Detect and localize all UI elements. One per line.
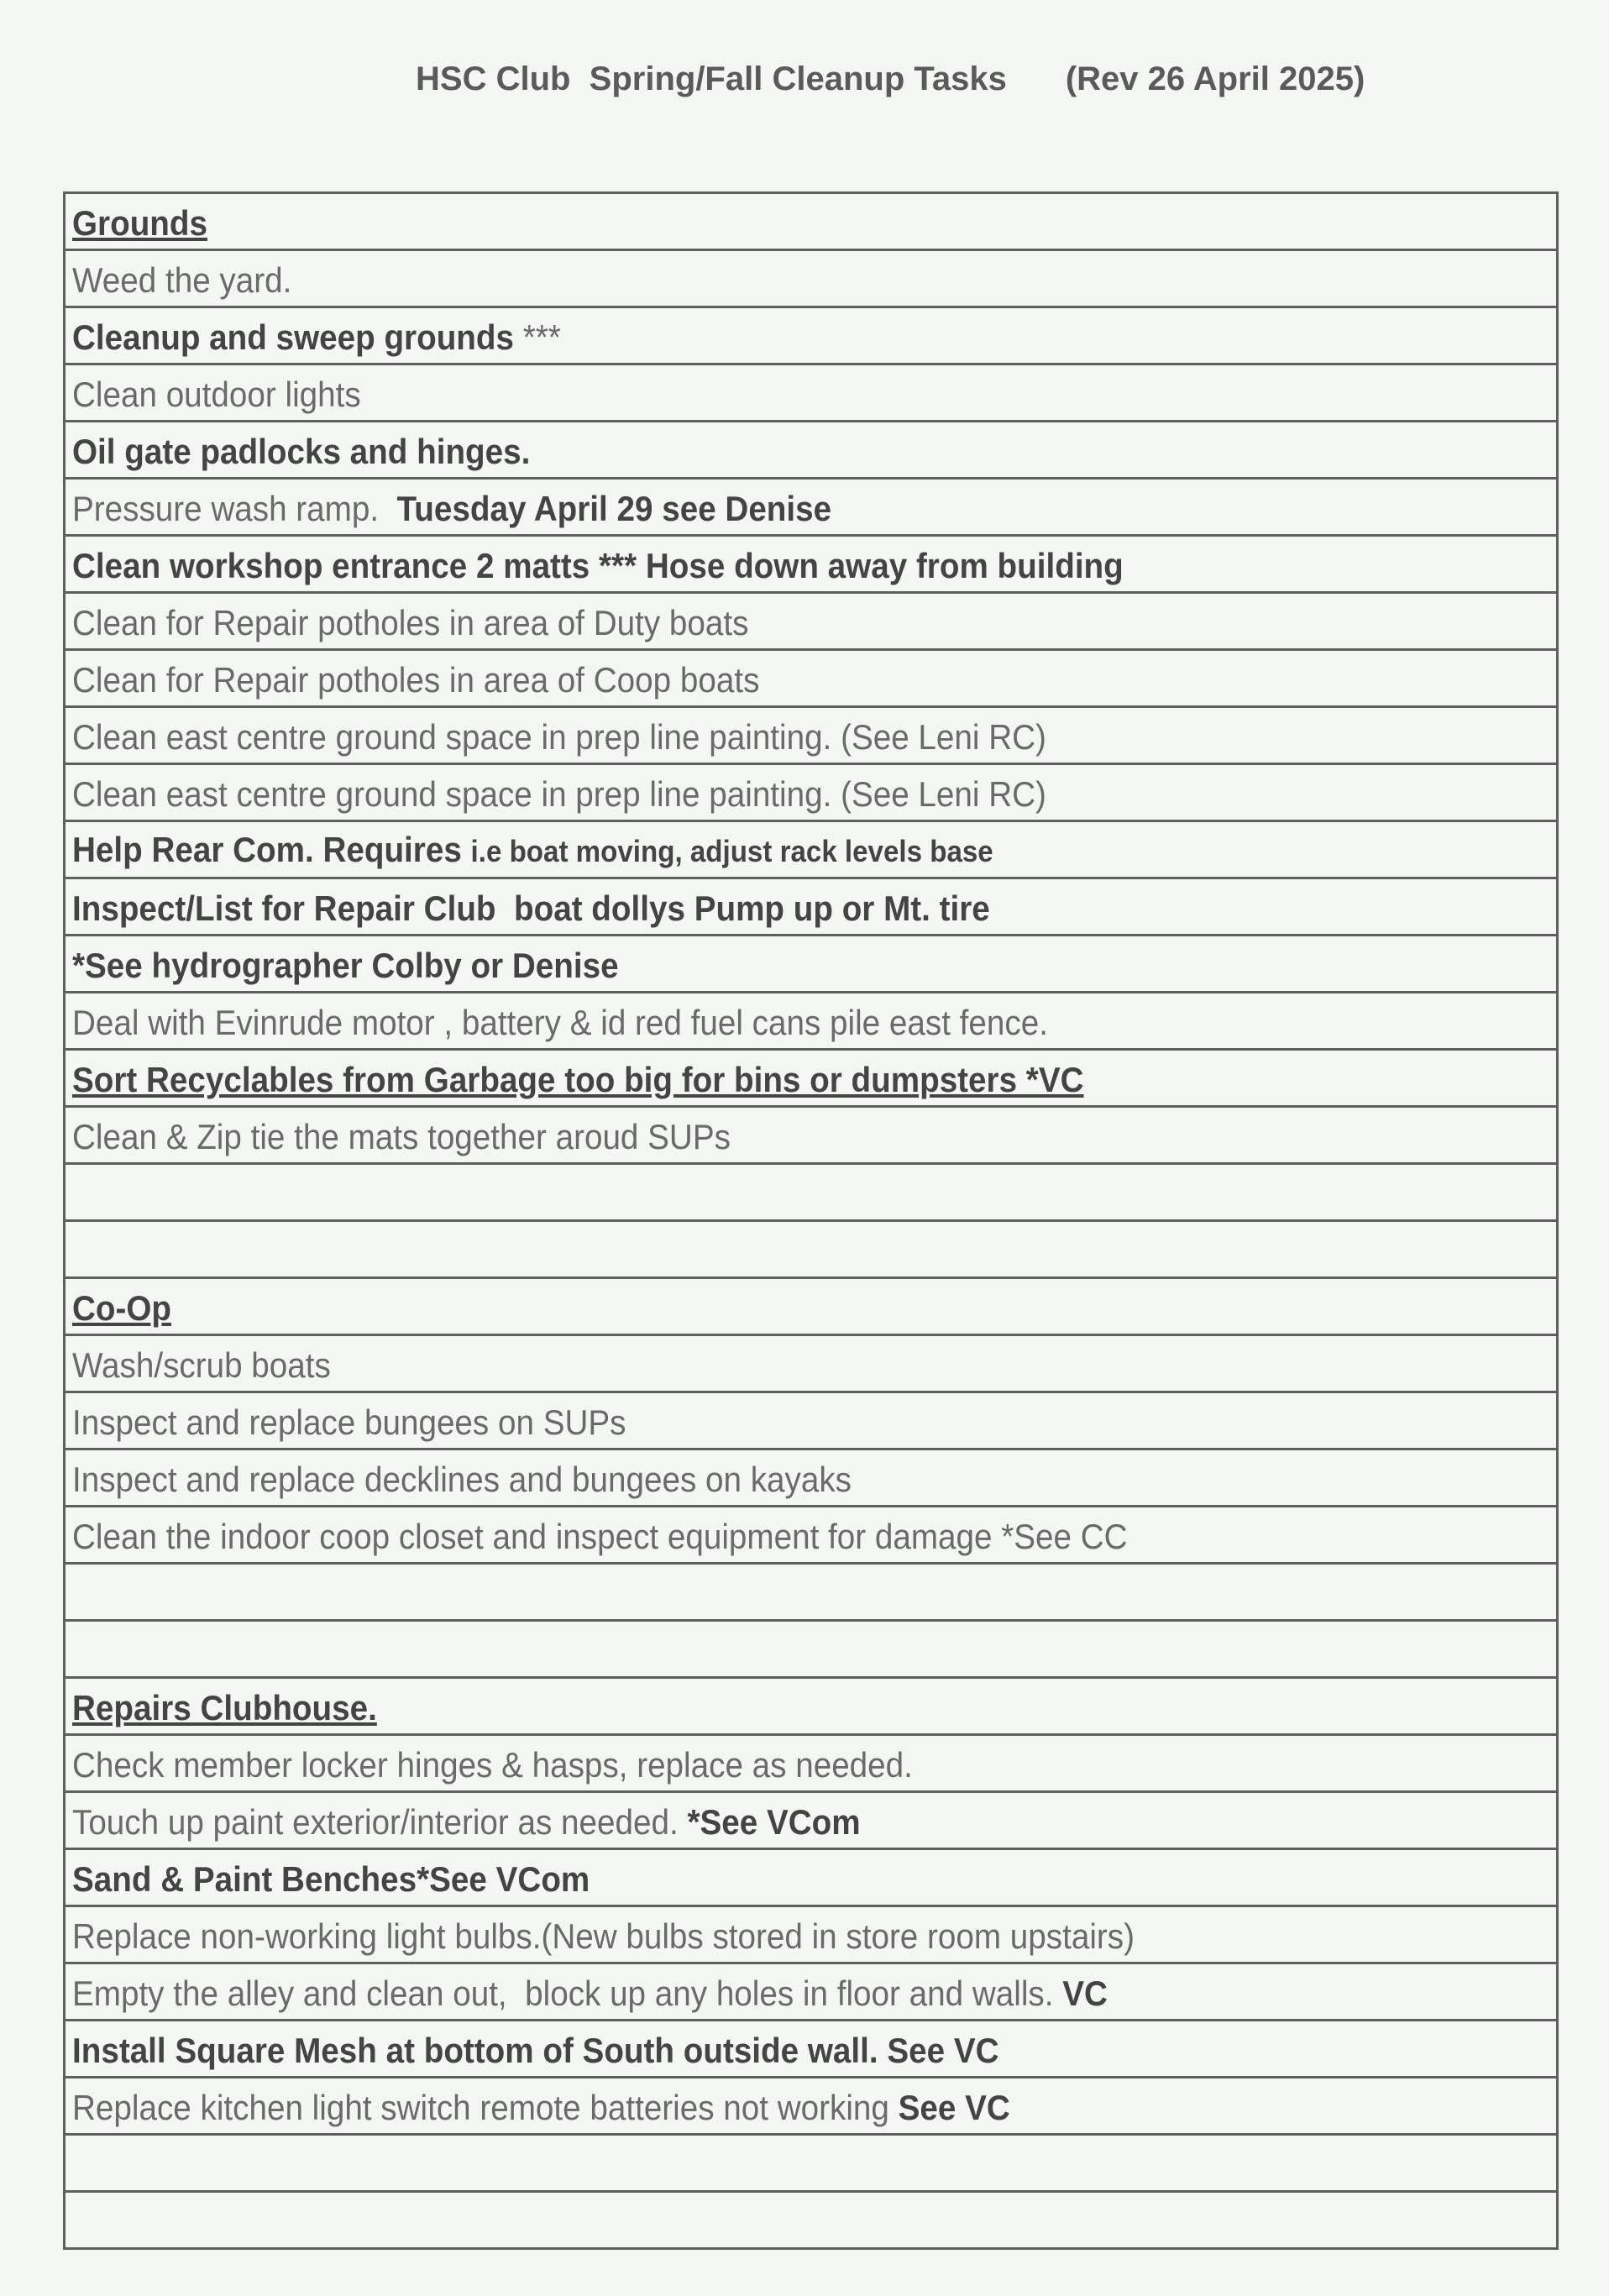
task-row <box>66 249 1556 306</box>
task-text <box>72 658 759 705</box>
task-text <box>72 259 291 306</box>
task-row <box>66 820 1556 877</box>
task-row <box>66 1905 1556 1962</box>
task-text-part: Clean east centre ground space in prep line painting. (See Leni RC) <box>72 774 1046 814</box>
task-row <box>66 477 1556 534</box>
task-text <box>72 944 619 991</box>
task-row <box>66 1733 1556 1790</box>
task-text-part: Replace kitchen light switch remote batteries not working <box>72 2088 899 2127</box>
task-text <box>72 487 831 534</box>
task-text-part: Oil gate padlocks and hinges. <box>72 432 531 471</box>
task-text-part: Clean for Repair potholes in area of Duty boats <box>72 603 749 642</box>
task-row <box>66 2019 1556 2076</box>
task-row <box>66 2076 1556 2133</box>
task-text <box>72 1458 852 1505</box>
task-text <box>72 1401 626 1448</box>
task-row <box>66 1676 1556 1733</box>
task-text-part: Pressure wash ramp. <box>72 489 397 528</box>
task-text <box>72 1287 171 1334</box>
task-text-part: VC <box>1062 1974 1108 2013</box>
task-text <box>72 1686 377 1733</box>
task-text-part: Tuesday April 29 see Denise <box>396 489 832 528</box>
task-row <box>66 705 1556 763</box>
task-text-part: Check member locker hinges & hasps, replace as needed. <box>72 1745 913 1785</box>
document-title: HSC Club Spring/Fall Cleanup Tasks <box>416 60 1007 97</box>
task-row <box>66 1848 1556 1905</box>
task-text <box>72 887 990 934</box>
task-row <box>66 763 1556 820</box>
task-text-part: Touch up paint exterior/interior as needed. <box>72 1802 688 1842</box>
task-text-part: Inspect and replace decklines and bungees on kayaks <box>72 1460 852 1499</box>
task-text-part: Clean east centre ground space in prep line painting. (See Leni RC) <box>72 717 1046 757</box>
task-text <box>72 828 993 877</box>
task-text-part: Clean for Repair potholes in area of Coop boats <box>72 660 760 700</box>
task-text-part: See VC <box>898 2088 1010 2127</box>
task-text <box>72 1515 1128 1562</box>
task-row <box>66 1790 1556 1848</box>
task-row <box>66 991 1556 1048</box>
task-text-part: Replace non-working light bulbs.(New bulbs stored in store room upstairs) <box>72 1916 1135 1956</box>
task-text <box>72 1743 913 1790</box>
task-row <box>66 1276 1556 1334</box>
task-row <box>66 648 1556 705</box>
section-heading: Grounds <box>72 203 207 243</box>
task-text <box>72 1858 590 1905</box>
empty-row <box>66 1562 1556 1619</box>
task-text <box>72 601 748 648</box>
task-row <box>66 420 1556 477</box>
task-text <box>72 773 1046 820</box>
task-text <box>72 2029 999 2076</box>
task-text-part: Install Square Mesh at bottom of South outside wall. See VC <box>72 2031 999 2070</box>
empty-row <box>66 2190 1556 2247</box>
page-title <box>416 60 1365 98</box>
empty-row <box>66 1219 1556 1276</box>
task-text <box>72 1115 731 1162</box>
empty-row <box>66 2133 1556 2190</box>
task-text <box>72 1001 1048 1048</box>
task-text-part: i.e boat moving, adjust rack levels base <box>470 834 993 868</box>
task-text <box>72 1972 1108 2019</box>
task-row <box>66 591 1556 648</box>
task-text <box>72 1058 1084 1105</box>
task-row <box>66 1391 1556 1448</box>
task-text <box>72 202 207 249</box>
empty-row <box>66 1619 1556 1676</box>
task-text-part: *** <box>522 317 561 357</box>
task-text-part: Cleanup and sweep grounds <box>72 317 523 357</box>
task-row <box>66 1505 1556 1562</box>
task-text-part: Deal with Evinrude motor , battery & id red fuel cans pile east fence. <box>72 1003 1048 1042</box>
task-text-part: Clean outdoor lights <box>72 375 361 414</box>
task-text-part: Sand & Paint Benches*See VCom <box>72 1859 590 1899</box>
task-text <box>72 716 1046 763</box>
task-row <box>66 1105 1556 1162</box>
task-text <box>72 373 361 420</box>
task-row <box>66 363 1556 420</box>
task-row <box>66 1334 1556 1391</box>
task-text <box>72 544 1124 591</box>
task-row <box>66 1448 1556 1505</box>
task-row <box>66 1048 1556 1105</box>
task-row <box>66 191 1556 249</box>
task-row <box>66 877 1556 934</box>
task-row <box>66 534 1556 591</box>
task-row <box>66 306 1556 363</box>
task-row <box>66 1962 1556 2019</box>
section-heading: Repairs Clubhouse. <box>72 1688 377 1727</box>
task-text-part: Clean & Zip tie the mats together aroud SUPs <box>72 1117 731 1156</box>
task-text <box>72 316 561 363</box>
task-text-part: *See VCom <box>687 1802 861 1842</box>
task-table <box>63 191 1559 2250</box>
task-text-part: Clean workshop entrance 2 matts *** Hose down away from building <box>72 546 1124 585</box>
section-heading: Sort Recyclables from Garbage too big for bins or dumpsters *VC <box>72 1060 1084 1099</box>
task-text-part: Help Rear Com. Requires <box>72 830 471 869</box>
task-text <box>72 2086 1010 2133</box>
task-text-part: Inspect and replace bungees on SUPs <box>72 1402 626 1442</box>
empty-row <box>66 1162 1556 1219</box>
task-text <box>72 1344 331 1391</box>
revision-date: (Rev 26 April 2025) <box>1065 60 1365 97</box>
task-text-part: Wash/scrub boats <box>72 1345 331 1385</box>
task-row <box>66 934 1556 991</box>
task-text-part: *See hydrographer Colby or Denise <box>72 946 619 985</box>
task-text-part: Empty the alley and clean out, block up any holes in floor and walls. <box>72 1974 1063 2013</box>
task-text <box>72 1915 1135 1962</box>
task-text-part: Weed the yard. <box>72 260 292 300</box>
task-text-part: Inspect/List for Repair Club boat dollys Pump up or Mt. tire <box>72 889 990 928</box>
task-text <box>72 1801 861 1848</box>
task-text <box>72 430 530 477</box>
section-heading: Co-Op <box>72 1288 172 1328</box>
task-text-part: Clean the indoor coop closet and inspect equipment for damage *See CC <box>72 1517 1128 1556</box>
